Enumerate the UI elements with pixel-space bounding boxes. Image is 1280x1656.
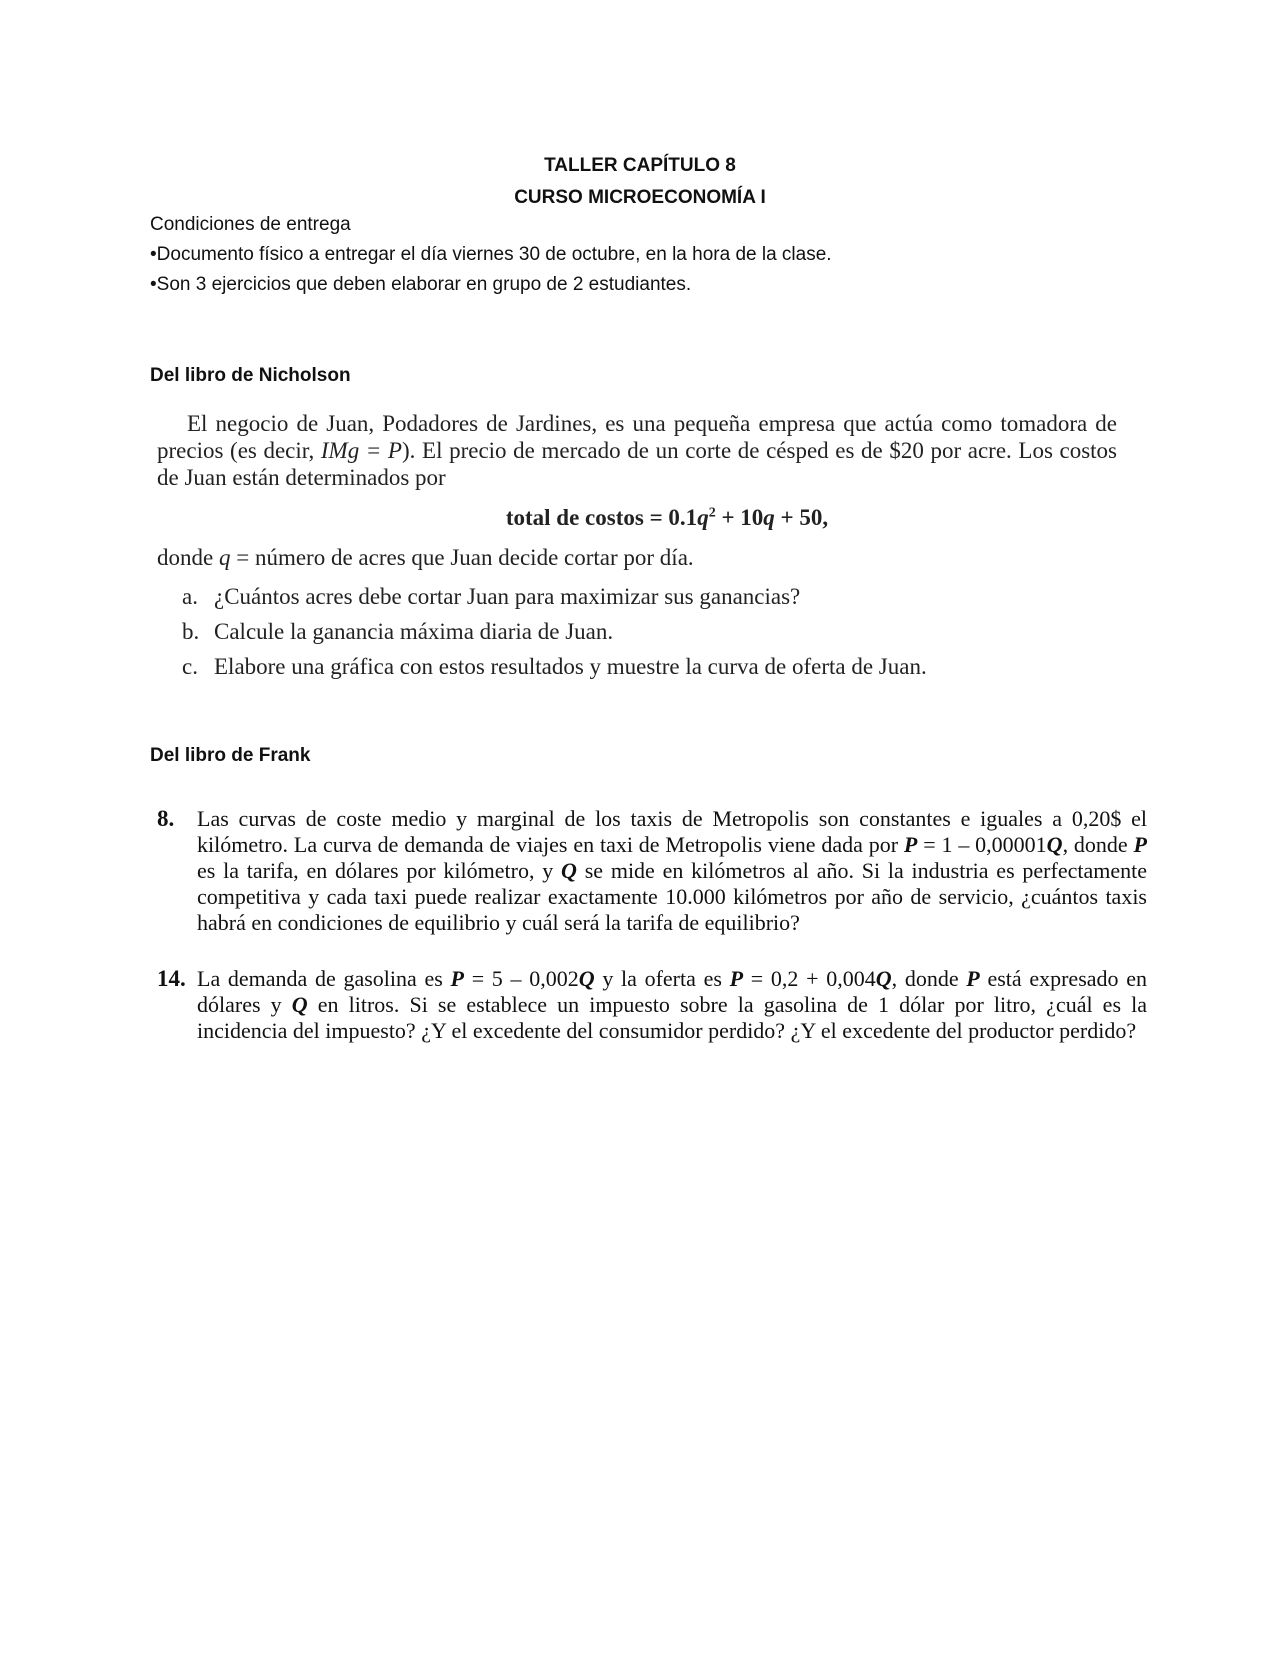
problem-text: = 0,2 + 0,004	[743, 966, 876, 991]
intro-text-1: El negocio de Juan, Podadores de Jardines, es una pequeña empresa que actúa como tomadora de precios (es decir,	[157, 411, 1117, 463]
where-variable: q	[218, 545, 231, 570]
frank-problem-8	[157, 806, 1147, 936]
problem-text: en litros. Si se establece un impuesto sobre la gasolina de 1 dólar por litro, ¿cuál es la incidencia del impuesto? ¿Y el excedente del consumidor perdido? ¿Y el excedente del productor perdido?	[197, 992, 1147, 1043]
problem-text: y la oferta es	[594, 966, 730, 991]
problem-text: , donde	[1062, 832, 1134, 857]
problem-text: = 1 – 0,00001	[917, 832, 1047, 857]
formula-suffix: + 50,	[774, 505, 829, 530]
math-var: Q	[578, 966, 595, 991]
nicholson-problem	[157, 410, 1117, 684]
condition-bullet-2: •Son 3 ejercicios que deben elaborar en grupo de 2 estudiantes.	[150, 274, 692, 295]
cost-formula	[157, 505, 1117, 531]
list-item	[157, 614, 1117, 649]
title-line-2: CURSO MICROECONOMÍA I	[514, 187, 766, 208]
problem-text: se mide en kilómetros al año. Si la industria es perfectamente competitiva y cada taxi puede realizar exactamente 10.000 kilómetros por año de servicio, ¿cuántos taxis habrá en condiciones de equilibrio y cuál será la tarifa de equilibrio?	[197, 858, 1147, 935]
conditions-heading: Condiciones de entrega	[150, 214, 351, 235]
problem-text: La demanda de gasolina es	[197, 966, 451, 991]
intro-text-2: ). El precio de mercado de un corte de césped es de $20 por acre. Los costos de Juan están determinados por	[157, 438, 1118, 490]
math-var: P	[450, 966, 464, 991]
problem-text: = 5 – 0,002	[463, 966, 579, 991]
problem-text: Las curvas de coste medio y marginal de los taxis de Metropolis son constantes e iguales a 0,20$ el kilómetro. La curva de demanda de viajes en taxi de Metropolis viene dada por	[197, 806, 1147, 857]
math-var: Q	[1046, 832, 1063, 857]
list-item	[157, 649, 1117, 684]
nicholson-intro	[157, 410, 1117, 491]
formula-prefix: total de costos = 0.1	[505, 505, 698, 530]
variable-definition	[157, 543, 1117, 573]
item-label: c.	[182, 654, 198, 679]
frank-heading: Del libro de Frank	[150, 745, 311, 766]
item-label: b.	[182, 619, 200, 644]
condition-bullet-1: •Documento físico a entregar el día viernes 30 de octubre, en la hora de la clase.	[150, 244, 832, 265]
math-var: P	[729, 966, 744, 991]
list-item	[157, 579, 1117, 614]
formula-exponent: 2	[708, 505, 716, 521]
problem-text: , donde	[891, 966, 967, 991]
nicholson-heading: Del libro de Nicholson	[150, 365, 351, 386]
problem-number: 14.	[157, 966, 186, 991]
title-line-1: TALLER CAPÍTULO 8	[544, 155, 736, 176]
item-text: Calcule la ganancia máxima diaria de Juan.	[214, 619, 614, 644]
problem-text: es la tarifa, en dólares por kilómetro, y	[197, 858, 562, 883]
formula-mid: + 10	[715, 505, 764, 530]
item-label: a.	[182, 584, 198, 609]
frank-problem-14	[157, 966, 1147, 1044]
delivery-conditions	[150, 210, 1150, 300]
where-text: = número de acres que Juan decide cortar por día.	[230, 545, 694, 570]
title-block	[0, 150, 1280, 214]
math-var: P	[903, 832, 918, 857]
item-text: ¿Cuántos acres debe cortar Juan para maximizar sus ganancias?	[214, 584, 801, 609]
problem-8	[157, 806, 1147, 936]
math-var: Q	[561, 858, 577, 883]
item-text: Elabore una gráfica con estos resultados y muestre la curva de oferta de Juan.	[214, 654, 927, 679]
nicholson-questions	[157, 579, 1117, 684]
problem-14	[157, 966, 1147, 1044]
problem-number: 8.	[157, 806, 175, 831]
formula-q: q	[697, 505, 709, 530]
intro-math: IMg = P	[320, 438, 402, 463]
math-var: Q	[291, 992, 308, 1017]
math-var: Q	[875, 966, 892, 991]
formula-q2: q	[763, 505, 775, 530]
math-var: P	[966, 966, 980, 991]
where-prefix: donde	[157, 545, 219, 570]
math-var: P	[1133, 832, 1147, 857]
problem-text: está expresado en dólares y	[197, 966, 1147, 1017]
